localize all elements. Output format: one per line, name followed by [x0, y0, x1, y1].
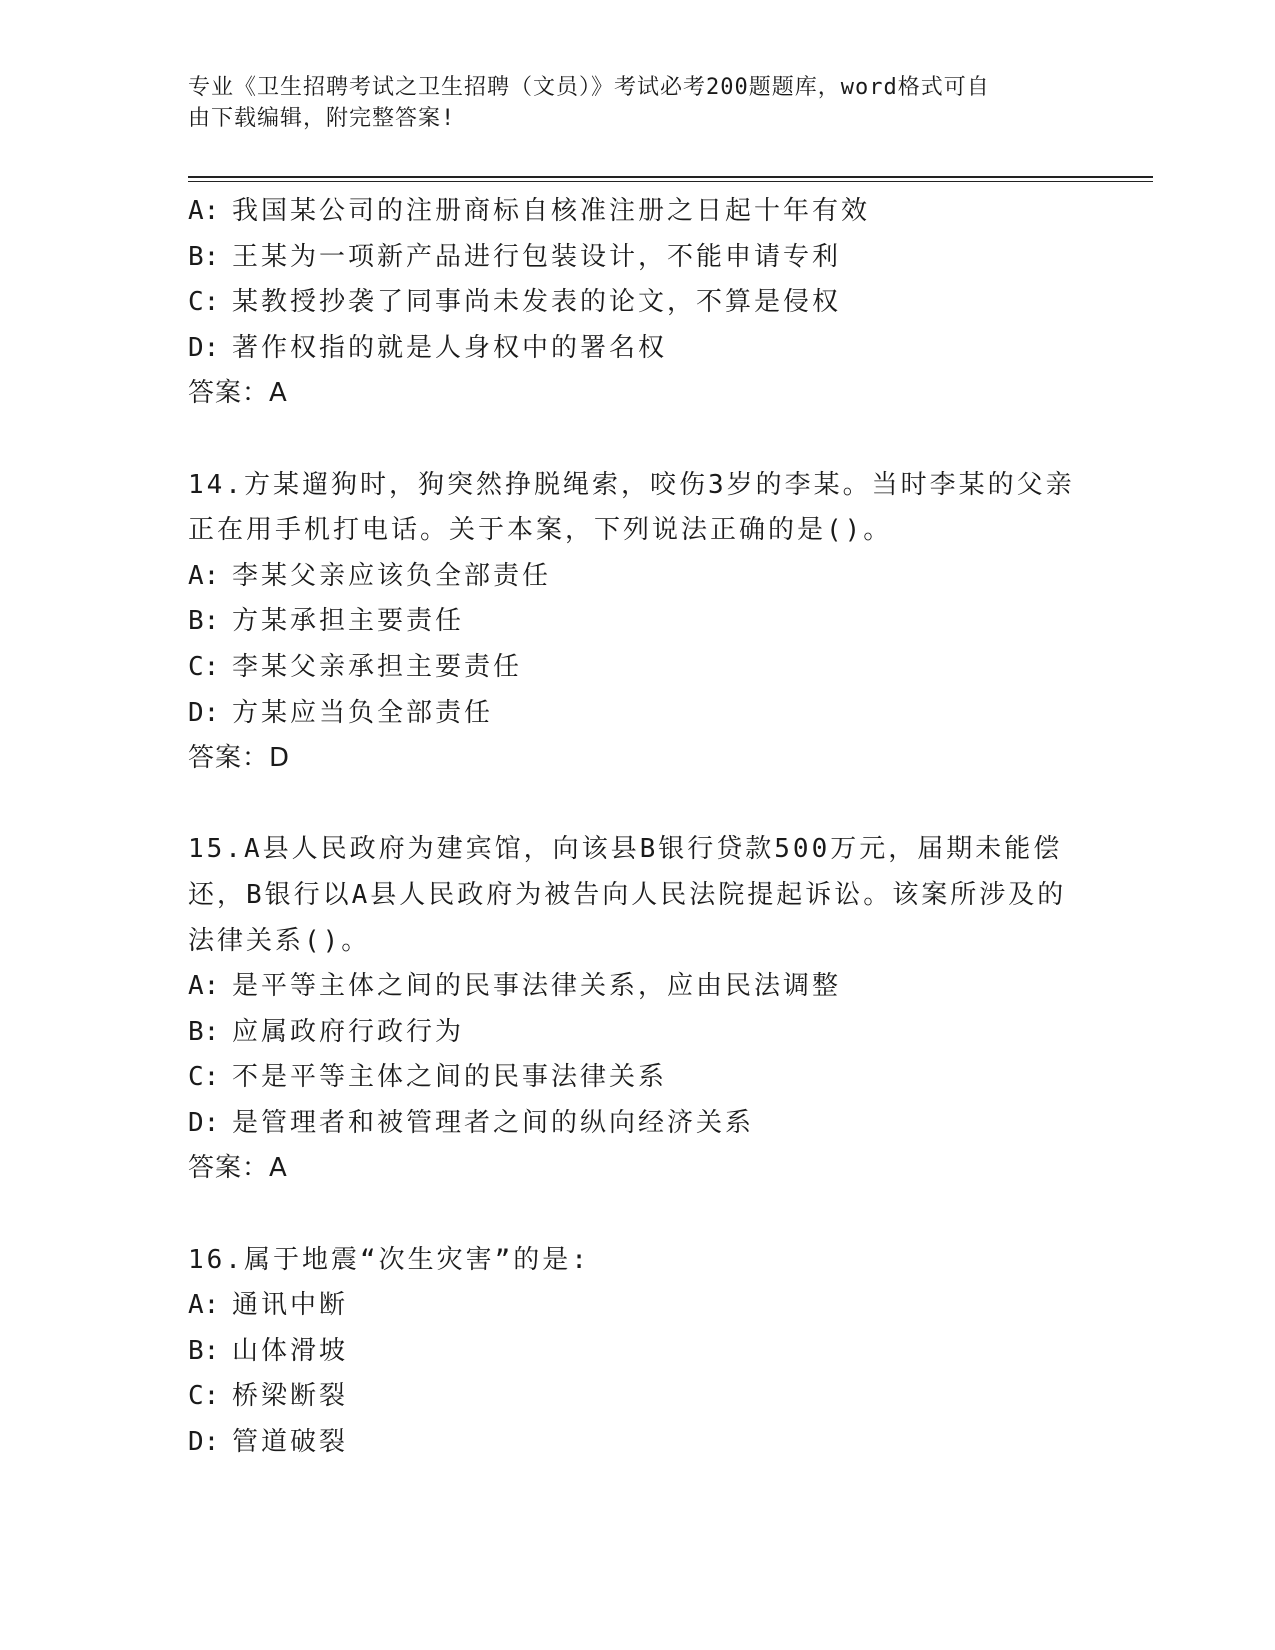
- option-text: 李某父亲承担主要责任: [232, 651, 523, 682]
- option-key: A:: [188, 196, 220, 226]
- option-key: D:: [188, 1107, 220, 1138]
- option-text: 王某为一项新产品进行包装设计，不能申请专利: [232, 241, 842, 272]
- option-key: B:: [188, 1016, 220, 1047]
- option-text: 桥梁断裂: [232, 1381, 349, 1412]
- option-c: [188, 1374, 1093, 1420]
- question-list: [188, 189, 1093, 1466]
- option-key: D:: [188, 697, 220, 728]
- header-divider-thin: [188, 181, 1153, 182]
- option-key: A:: [188, 1290, 220, 1321]
- option-key: B:: [188, 241, 220, 272]
- header-line-1: 专业《卫生招聘考试之卫生招聘（文员）》考试必考200题题库，word格式可自: [188, 75, 990, 100]
- question-stem-line: 法律关系()。: [188, 925, 371, 956]
- question-stem-line: 15.A县人民政府为建宾馆，向该县B银行贷款500万元，届期未能偿: [188, 834, 1063, 865]
- option-c: [188, 645, 1093, 691]
- option-text: 不是平等主体之间的民事法律关系: [232, 1062, 668, 1093]
- question-stem-line: 正在用手机打电话。关于本案，下列说法正确的是()。: [188, 515, 893, 546]
- option-key: D:: [188, 332, 220, 363]
- question-stem-line: 16.属于地震“次生灾害”的是:: [188, 1244, 590, 1275]
- answer: 答案：A: [188, 1153, 288, 1184]
- option-a: [188, 1283, 1093, 1329]
- option-text: 山体滑坡: [232, 1335, 349, 1366]
- option-c: [188, 280, 1093, 326]
- option-text: 方某承担主要责任: [232, 606, 465, 637]
- answer: 答案：D: [188, 743, 291, 774]
- option-text: 方某应当负全部责任: [232, 697, 494, 728]
- option-b: [188, 1010, 1093, 1056]
- header-divider-thick: [188, 176, 1153, 178]
- option-d: [188, 326, 1093, 372]
- question-stem-line: 还，B银行以A县人民政府为被告向人民法院提起诉讼。该案所涉及的: [188, 879, 1067, 910]
- question-14: [188, 463, 1093, 782]
- option-text: 李某父亲应该负全部责任: [232, 560, 552, 591]
- option-b: [188, 235, 1093, 281]
- question-15: [188, 827, 1093, 1192]
- option-a: [188, 964, 1093, 1010]
- header-line-2: 由下载编辑，附完整答案!: [188, 106, 456, 131]
- option-b: [188, 1329, 1093, 1375]
- question-stem-line: 14.方某遛狗时，狗突然挣脱绳索，咬伤3岁的李某。当时李某的父亲: [188, 469, 1075, 500]
- question-16: [188, 1238, 1093, 1466]
- answer: 答案：A: [188, 378, 288, 409]
- option-key: D:: [188, 1427, 220, 1458]
- option-key: C:: [188, 651, 220, 682]
- option-text: 是管理者和被管理者之间的纵向经济关系: [232, 1107, 755, 1138]
- option-text: 应属政府行政行为: [232, 1016, 465, 1047]
- option-text: 管道破裂: [232, 1427, 349, 1458]
- option-key: C:: [188, 1381, 220, 1412]
- option-text: 某教授抄袭了同事尚未发表的论文，不算是侵权: [232, 287, 842, 318]
- option-key: B:: [188, 1335, 220, 1366]
- option-key: C:: [188, 1062, 220, 1093]
- question-13: [188, 189, 1093, 417]
- option-b: [188, 599, 1093, 645]
- option-key: A:: [188, 971, 220, 1002]
- option-a: [188, 554, 1093, 600]
- option-key: B:: [188, 606, 220, 637]
- option-c: [188, 1055, 1093, 1101]
- document-header: [188, 72, 1068, 134]
- option-d: [188, 691, 1093, 737]
- option-text: 通讯中断: [232, 1290, 349, 1321]
- option-a: [188, 189, 1093, 235]
- option-text: 是平等主体之间的民事法律关系，应由民法调整: [232, 971, 842, 1002]
- option-d: [188, 1101, 1093, 1147]
- option-key: C:: [188, 287, 220, 318]
- option-text: 著作权指的就是人身权中的署名权: [232, 332, 668, 363]
- option-key: A:: [188, 560, 220, 591]
- option-text: 我国某公司的注册商标自核准注册之日起十年有效: [232, 196, 871, 226]
- option-d: [188, 1420, 1093, 1466]
